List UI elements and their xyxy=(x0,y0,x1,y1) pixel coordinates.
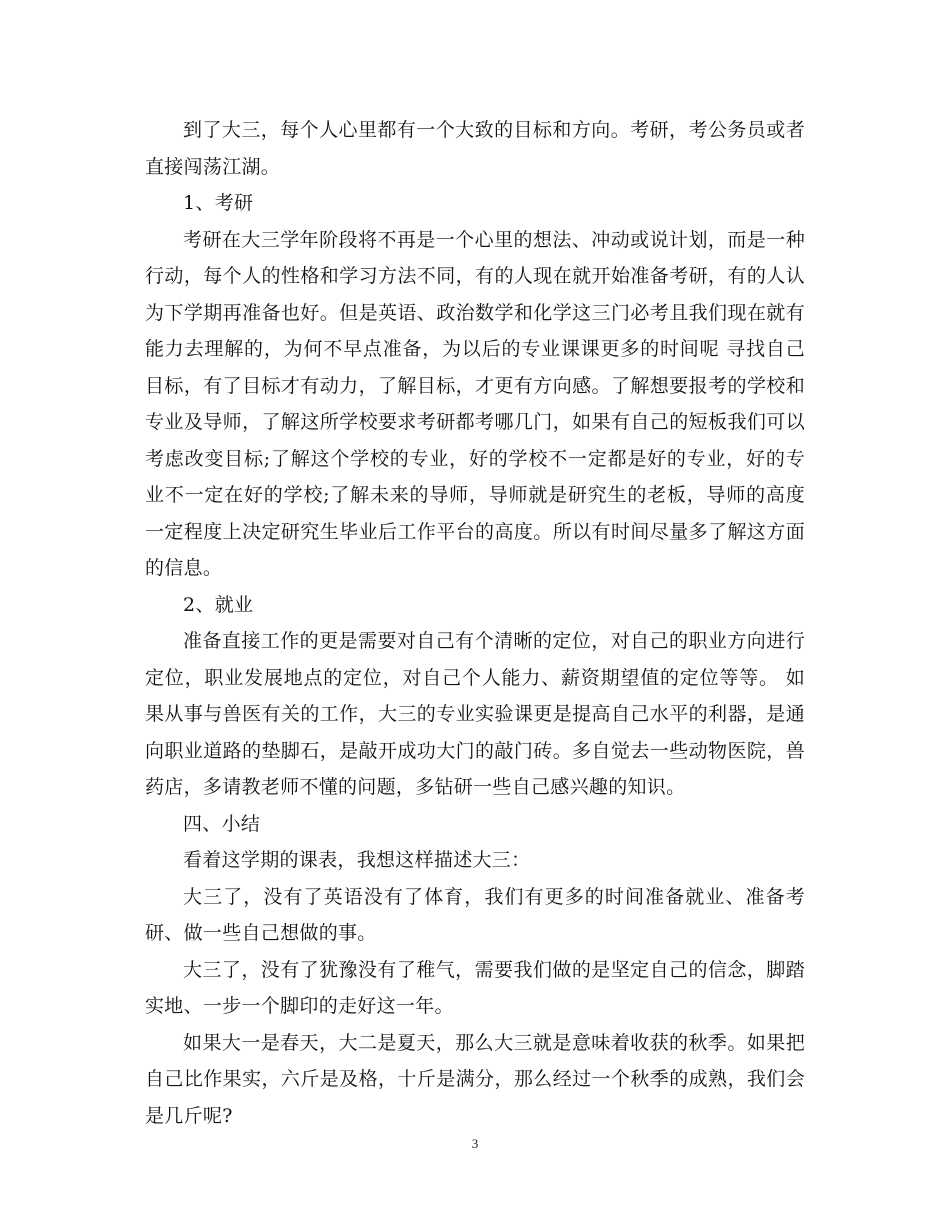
page-number: 3 xyxy=(471,1136,479,1151)
paragraph-kaoyan: 考研在大三学年阶段将不再是一个心里的想法、冲动或说计划，而是一种行动，每个人的性格和学习方法不同，有的人现在就开始准备考研，有的人认为下学期再准备也好。但是英语、政治数学和化学这三门必考且我们现在就有能力去理解的，为何不早点准备，为以后的专业课课更多的时间呢 寻找自己目标，有了目标才有动力，了解目标，才更有方向感。了解想要报考的学校和专业及导师，了解这所学校要求考研都考哪几门，如果有自己的短板我们可以考虑改变目标;了解这个学校的专业，好的学校不一定都是好的专业，好的专业不一定在好的学校;了解未来的导师，导师就是研究生的老板，导师的高度一定程度上决定研究生毕业后工作平台的高度。所以有时间尽量多了解这方面的信息。 xyxy=(145,228,805,579)
heading-summary: 四、小结 xyxy=(183,812,261,835)
paragraph-jiuye: 准备直接工作的更是需要对自己有个清晰的定位，对自己的职业方向进行定位，职业发展地点的定位，对自己个人能力、薪资期望值的定位等等。 如果从事与兽医有关的工作，大三的专业实验课更是提高自己水平的利器，是通向职业道路的垫脚石，是敲开成功大门的敲门砖。多自觉去一些动物医院，兽药店，多请教老师不懂的问题，多钻研一些自己感兴趣的知识。 xyxy=(145,630,805,798)
paragraph-summary-1: 大三了，没有了英语没有了体育，我们有更多的时间准备就业、准备考研、做一些自己想做的事。 xyxy=(145,885,805,944)
document-body xyxy=(145,112,805,1134)
paragraph-summary-intro: 看着这学期的课表，我想这样描述大三： xyxy=(183,849,531,871)
paragraph-summary-3: 如果大一是春天，大二是夏天，那么大三就是意味着收获的秋季。如果把自己比作果实，六斤是及格，十斤是满分，那么经过一个秋季的成熟，我们会是几斤呢? xyxy=(145,1031,805,1127)
paragraph-intro: 到了大三，每个人心里都有一个大致的目标和方向。考研，考公务员或者直接闯荡江湖。 xyxy=(145,119,805,178)
paragraph-summary-2: 大三了，没有了犹豫没有了稚气，需要我们做的是坚定自己的信念，脚踏实地、一步一个脚印的走好这一年。 xyxy=(145,958,805,1017)
heading-kaoyan: 1、考研 xyxy=(183,192,254,214)
heading-jiuye: 2、就业 xyxy=(183,593,254,616)
